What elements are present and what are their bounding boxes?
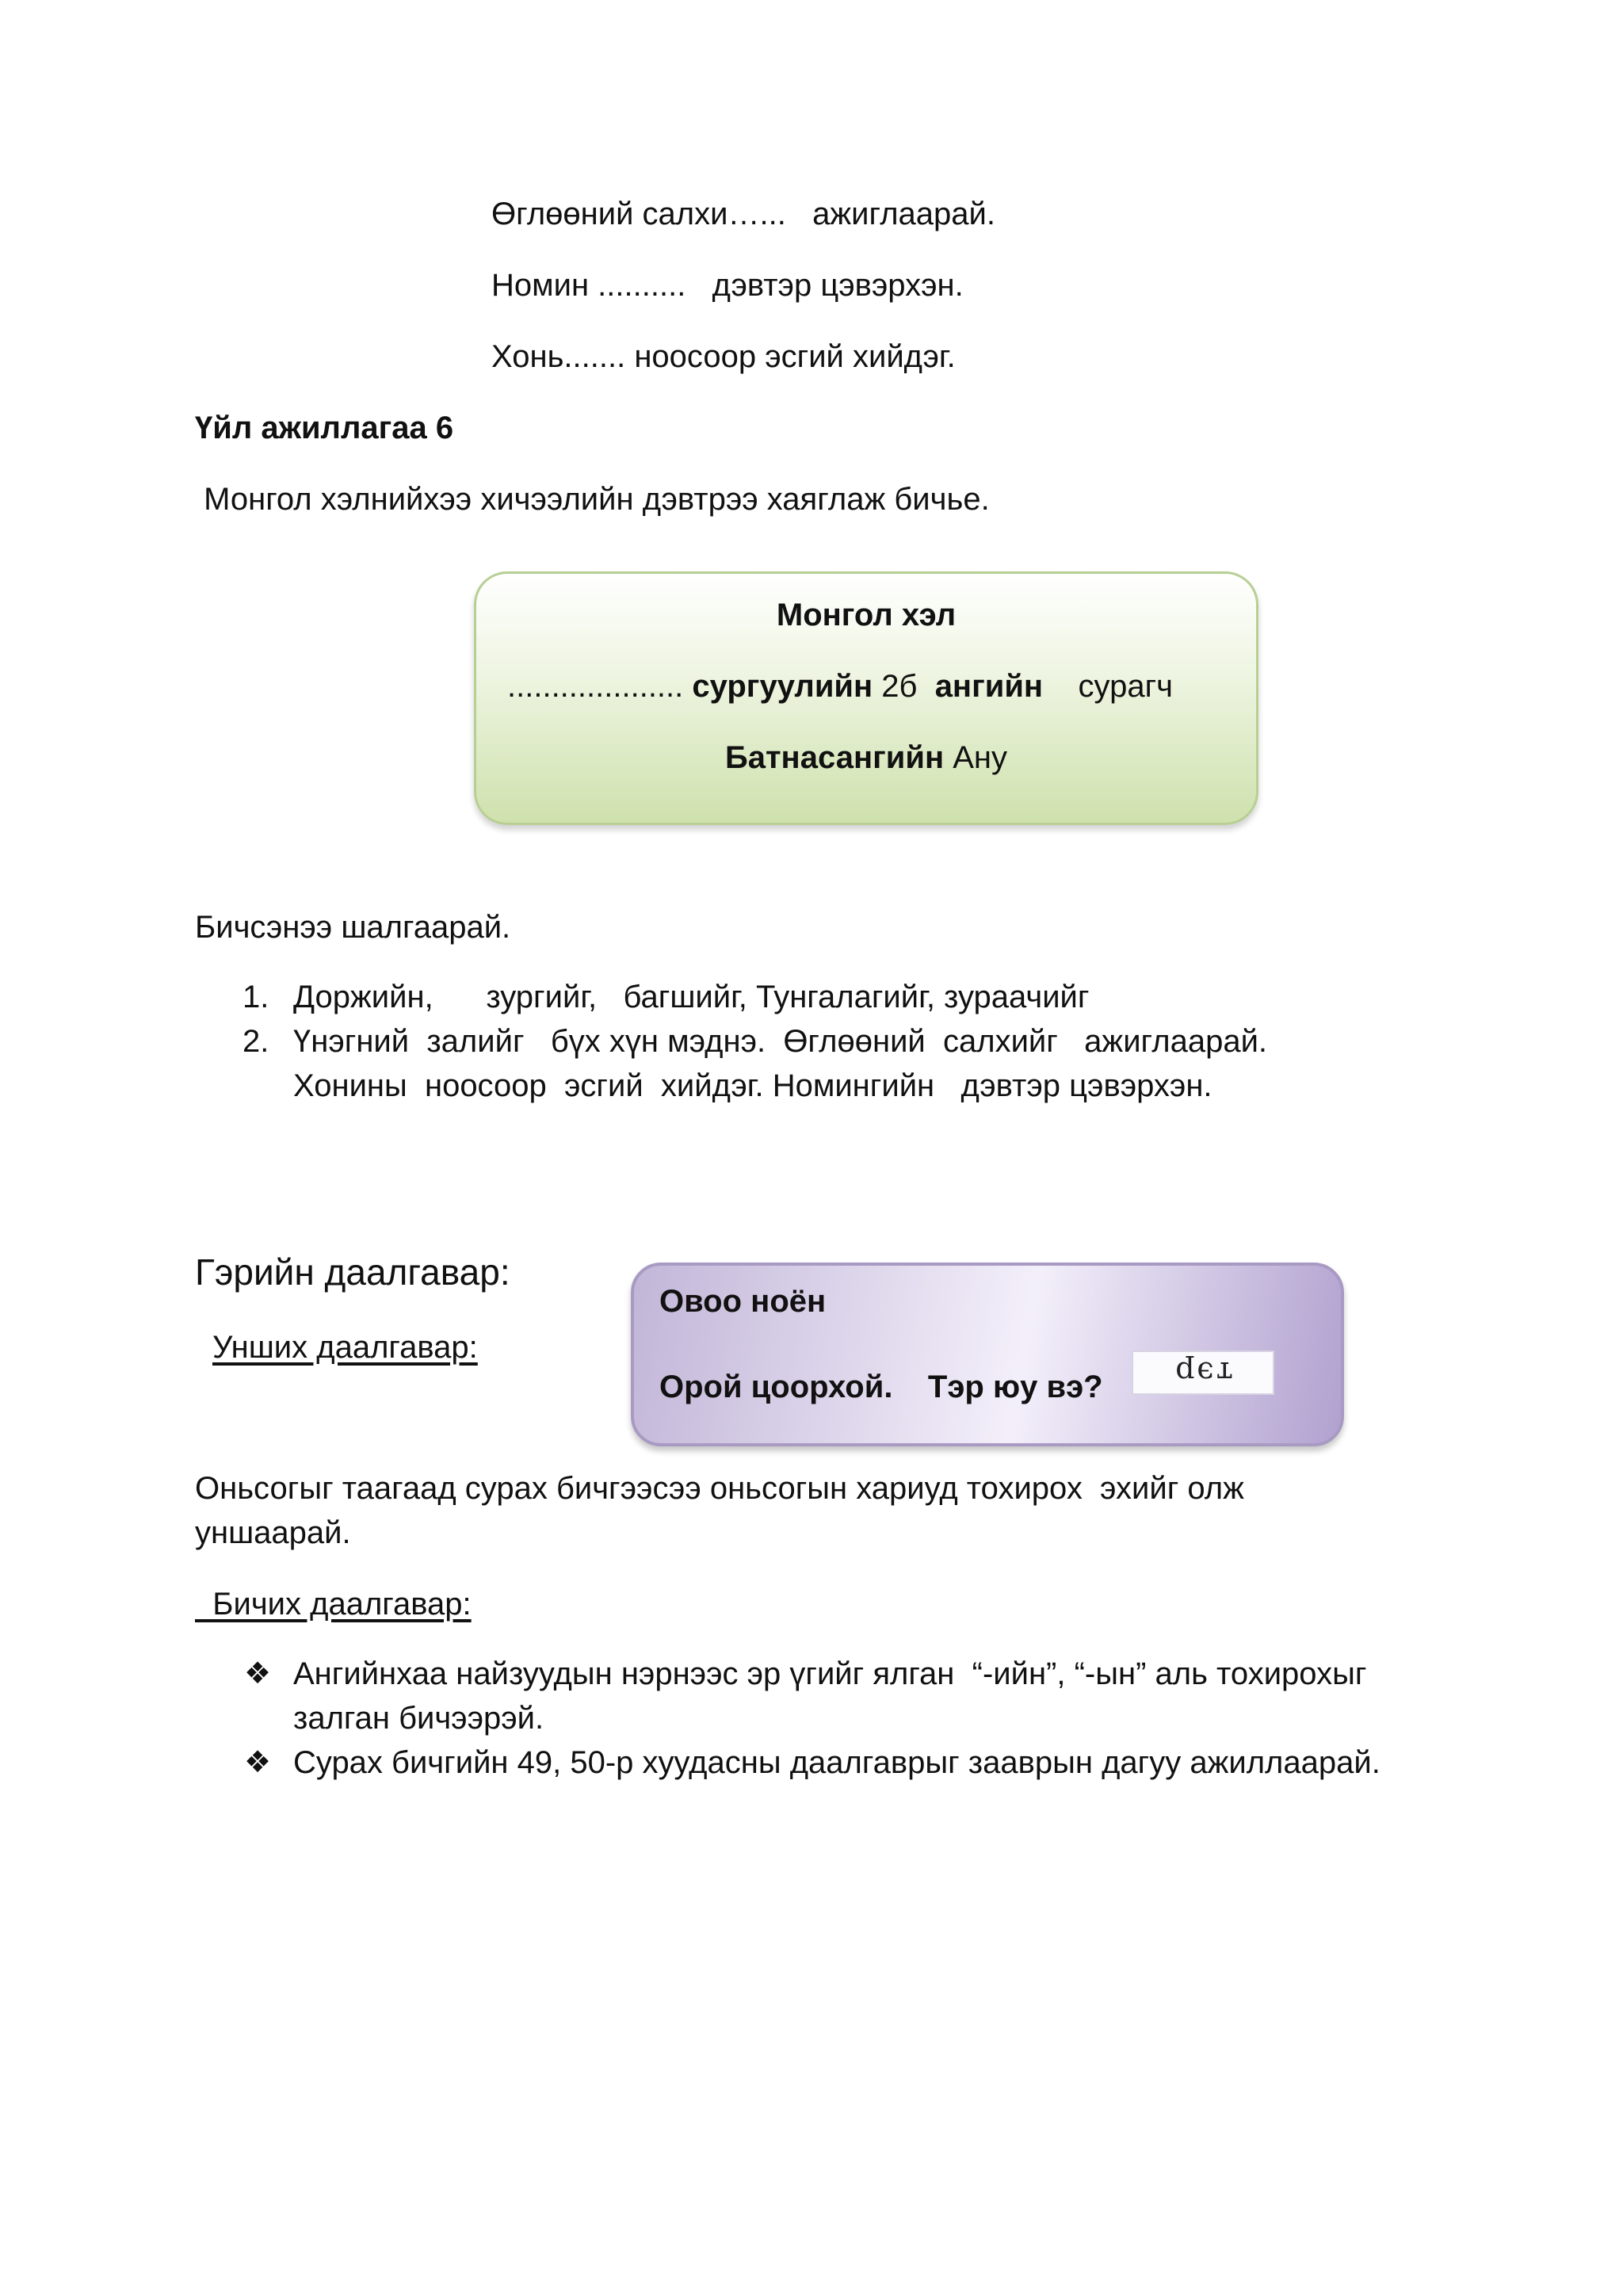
- diamond-bullet-icon: ❖: [244, 1657, 272, 1690]
- riddle-question: Орой цоорхой. Тэр юу вэ?: [659, 1370, 1103, 1404]
- reading-instruction-line1: Оньсогыг таагаад сурах бичгээсээ оньсогын хариуд тохирох эхийг олж: [195, 1471, 1244, 1506]
- activity-heading: Үйл ажиллагаа 6: [195, 411, 454, 445]
- label-class-value: 2б: [881, 669, 918, 704]
- riddle-title: Овоо ноён: [659, 1284, 827, 1319]
- label-first-name: Ану: [953, 740, 1008, 775]
- example-line-2: Номин .......... дэвтэр цэвэрхэн.: [491, 268, 964, 303]
- check-heading: Бичсэнээ шалгаарай.: [195, 910, 511, 945]
- label-name-line: [474, 739, 1258, 777]
- check-item-2-text-line1: Үнэгний залийг бүх хүн мэднэ. Өглөөний салхийг ажиглаарай.: [293, 1024, 1268, 1059]
- homework-heading: Гэрийн даалгавар:: [195, 1251, 510, 1293]
- label-subject: Монгол хэл: [776, 598, 957, 632]
- check-item-2-number: 2.: [242, 1024, 269, 1059]
- label-school-word: сургуулийн: [692, 669, 873, 704]
- check-item-1-text: Доржийн, зургийг, багшийг, Тунгалагийг, зураачийг: [293, 980, 1090, 1014]
- diamond-bullet-icon: ❖: [244, 1746, 272, 1779]
- check-item-2-text-line2: Хонины ноосоор эсгий хийдэг. Номингийн дэвтэр цэвэрхэн.: [293, 1068, 1212, 1103]
- riddle-answer-upside-down: тэр: [1173, 1355, 1233, 1390]
- example-line-1: Өглөөний салхи…... ажиглаарай.: [491, 197, 995, 231]
- label-class-word: ангийн: [934, 669, 1044, 704]
- activity-instruction: Монгол хэлнийхээ хичээлийн дэвтрээ хаяглаж бичье.: [195, 482, 990, 517]
- label-school-line: [507, 667, 1173, 705]
- check-item-1-number: 1.: [242, 980, 269, 1014]
- writing-item-1-line2: залган бичээрэй.: [293, 1701, 544, 1736]
- reading-instruction-line2: уншаарай.: [195, 1515, 351, 1550]
- riddle-answer-box: [1132, 1350, 1274, 1395]
- writing-task-label: Бичих даалгавар:: [195, 1587, 472, 1622]
- example-line-3: Хонь....... ноосоор эсгий хийдэг.: [491, 339, 956, 374]
- label-dots: ....................: [507, 669, 684, 704]
- label-surname: Батнасангийн: [724, 740, 945, 775]
- label-student-word: сурагч: [1078, 669, 1174, 704]
- writing-item-1-line1: Ангийнхаа найзуудын нэрнээс эр үгийг ялган “-ийн”, “-ын” аль тохирохыг: [293, 1656, 1367, 1691]
- reading-task-label: Унших даалгавар:: [212, 1330, 478, 1365]
- writing-item-2-line1: Сурах бичгийн 49, 50-р хуудасны даалгаврыг зааврын дагуу ажиллаарай.: [293, 1745, 1381, 1780]
